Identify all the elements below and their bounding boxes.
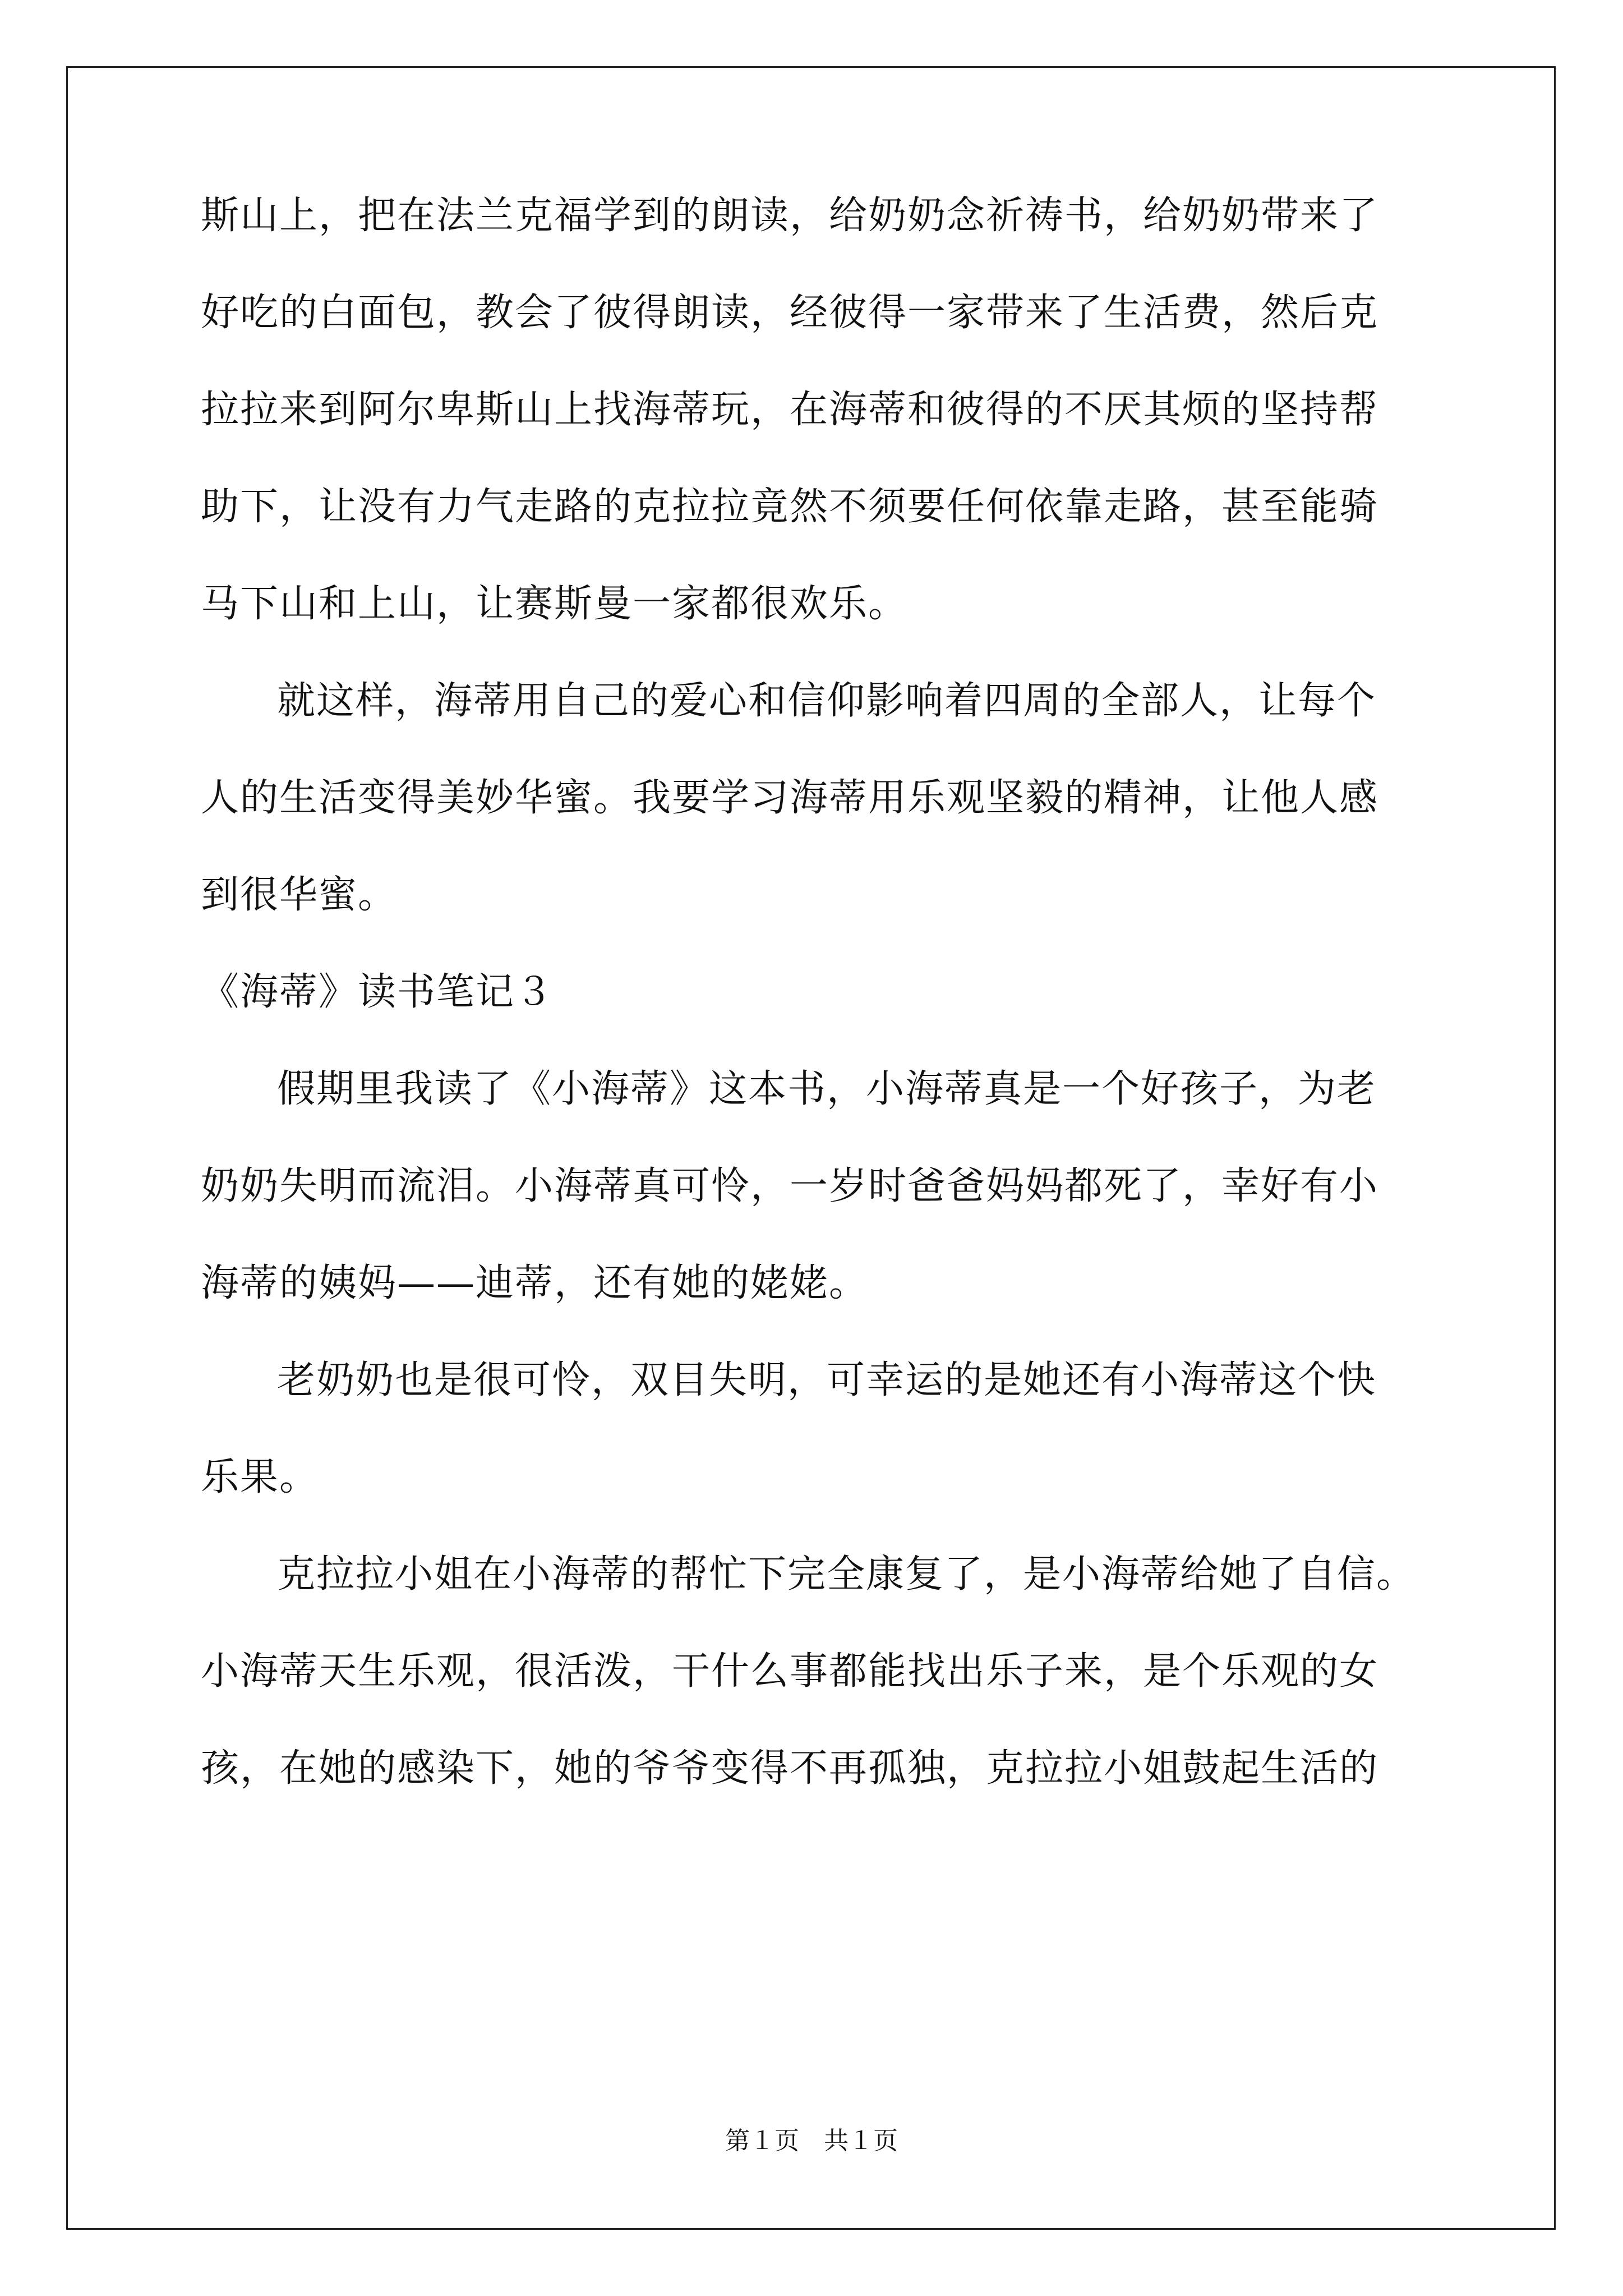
paragraph (201, 676, 1423, 921)
text-line: 海蒂的姨妈——迪蒂，还有她的姥姥。 (201, 1261, 869, 1305)
paragraph (201, 1355, 1423, 1503)
text-line: 乐果。 (201, 1455, 319, 1499)
section-heading (201, 967, 1423, 1018)
text-line: 到很华蜜。 (201, 873, 398, 917)
paragraph (201, 1064, 1423, 1309)
text-line: 克拉拉小姐在小海蒂的帮忙下完全康复了，是小海蒂给她了自信。 (277, 1552, 1416, 1596)
text-line: 助下，让没有力气走路的克拉拉竟然不须要任何依靠走路，甚至能骑 (201, 485, 1379, 529)
text-line: 孩，在她的感染下，她的爷爷变得不再孤独，克拉拉小姐鼓起生活的 (201, 1746, 1379, 1791)
text-line: 就这样，海蒂用自己的爱心和信仰影响着四周的全部人，让每个 (277, 679, 1377, 723)
text-line: 人的生活变得美妙华蜜。我要学习海蒂用乐观坚毅的精神，让他人感 (201, 776, 1379, 820)
text-line: 奶奶失明而流泪。小海蒂真可怜，一岁时爸爸妈妈都死了，幸好有小 (201, 1164, 1379, 1208)
text-line: 拉拉来到阿尔卑斯山上找海蒂玩，在海蒂和彼得的不厌其烦的坚持帮 (201, 388, 1379, 432)
text-line: 斯山上，把在法兰克福学到的朗读，给奶奶念祈祷书，给奶奶带来了 (201, 194, 1379, 238)
paragraph (201, 1549, 1423, 1794)
text-line: 老奶奶也是很可怜，双目失明，可幸运的是她还有小海蒂这个快 (277, 1358, 1377, 1402)
document-body (201, 191, 1423, 1794)
heading-text: 《海蒂》读书笔记３ (201, 970, 555, 1014)
paragraph-continued (201, 191, 1423, 629)
page-number-footer: 第１页 共１页 (725, 2127, 898, 2155)
text-line: 小海蒂天生乐观，很活泼，干什么事都能找出乐子来，是个乐观的女 (201, 1649, 1379, 1694)
text-line: 假期里我读了《小海蒂》这本书，小海蒂真是一个好孩子，为老 (277, 1067, 1377, 1111)
text-line: 马下山和上山，让赛斯曼一家都很欢乐。 (201, 582, 908, 626)
text-line: 好吃的白面包，教会了彼得朗读，经彼得一家带来了生活费，然后克 (201, 291, 1379, 335)
